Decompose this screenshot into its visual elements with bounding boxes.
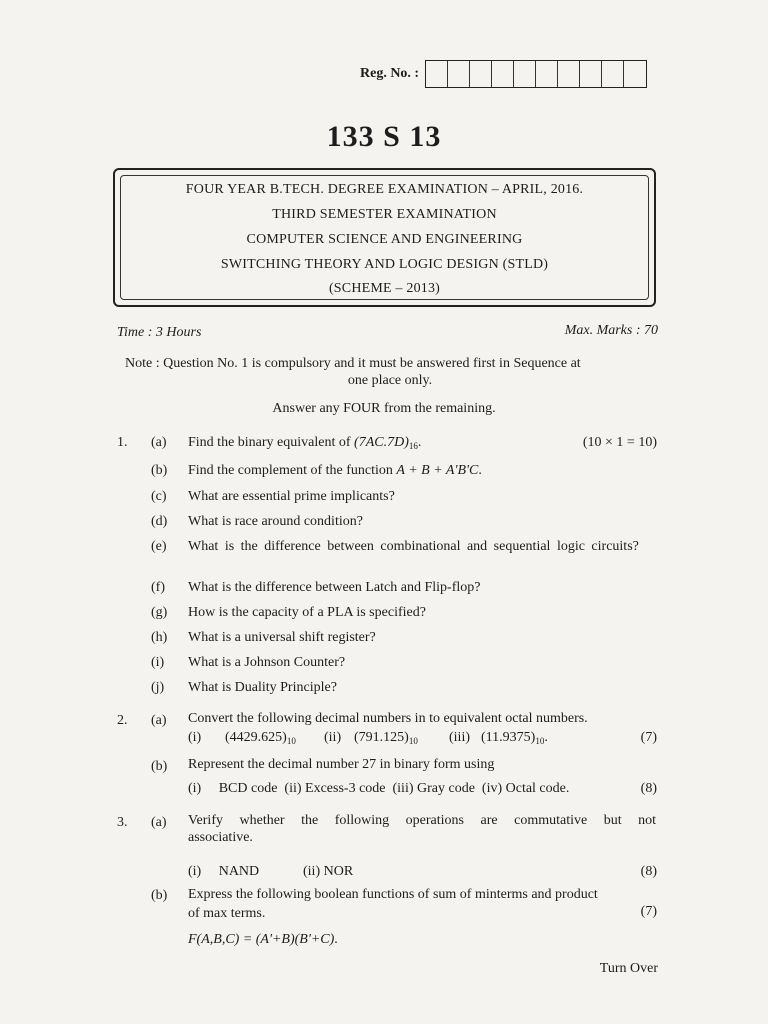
q1b-text: Find the complement of the function xyxy=(188,463,397,478)
part-label: (i) xyxy=(151,655,165,670)
part-label: (h) xyxy=(151,630,168,645)
reg-number-field xyxy=(360,60,647,88)
branch-line: COMPUTER SCIENCE AND ENGINEERING xyxy=(246,232,523,247)
value: (791.125) xyxy=(354,730,409,745)
question-marks: (8) xyxy=(640,781,657,796)
question-text xyxy=(188,434,421,455)
boolean-function: A + B + A'B'C xyxy=(396,463,479,478)
question-marks: (7) xyxy=(640,730,657,745)
part-label: (a) xyxy=(151,713,167,728)
exam-header-box xyxy=(113,168,656,307)
note-line-2: one place only. xyxy=(347,373,433,388)
decimal-number xyxy=(481,729,548,750)
answer-instruction: Answer any FOUR from the remaining. xyxy=(272,401,496,416)
decimal-number xyxy=(225,729,296,750)
question-text-line-1: Express the following boolean functions of sum of minterms and product xyxy=(188,887,598,902)
question-text: What is a universal shift register? xyxy=(188,630,376,645)
question-text: What is a Johnson Counter? xyxy=(188,655,346,670)
exam-title: FOUR YEAR B.TECH. DEGREE EXAMINATION – APRIL, 2016. xyxy=(185,182,584,197)
question-text: What is the difference between Latch and Flip-flop? xyxy=(188,580,481,595)
formula-text: F(A,B,C) = (A'+B)(B'+C) xyxy=(188,932,335,947)
base-subscript: 10 xyxy=(408,736,418,746)
question-text-line-2: of max terms. xyxy=(188,906,266,921)
note-line-1: Note : Question No. 1 is compulsory and it must be answered first in Sequence at xyxy=(125,356,581,371)
part-label: (d) xyxy=(151,514,168,529)
reg-number-label: Reg. No. : xyxy=(360,66,420,81)
question-text: What is the difference between combinational and sequential logic circuits? xyxy=(188,539,639,554)
reg-box xyxy=(470,61,492,87)
hex-number: (7AC.7D) xyxy=(354,435,409,450)
scheme-line: (SCHEME – 2013) xyxy=(328,281,441,296)
code-options: (i) BCD code (ii) Excess-3 code (iii) Gray code (iv) Octal code. xyxy=(188,781,570,796)
part-label: (b) xyxy=(151,888,168,903)
question-text: What is Duality Principle? xyxy=(188,680,337,695)
value: (11.9375) xyxy=(481,730,536,745)
question-number: 3. xyxy=(117,815,128,830)
question-text: What are essential prime implicants? xyxy=(188,489,395,504)
turn-over-label: Turn Over xyxy=(599,961,658,976)
decimal-number xyxy=(354,729,418,750)
part-label: (e) xyxy=(151,539,167,554)
base-subscript: 10 xyxy=(286,736,296,746)
part-label: (a) xyxy=(151,815,167,830)
semester-line: THIRD SEMESTER EXAMINATION xyxy=(272,207,497,222)
period: . xyxy=(544,730,548,745)
part-label: (g) xyxy=(151,605,168,620)
base-subscript: 16 xyxy=(408,441,418,451)
reg-box xyxy=(514,61,536,87)
part-label: (b) xyxy=(151,759,168,774)
period: . xyxy=(417,435,422,450)
reg-box xyxy=(448,61,470,87)
operation-nand: (i) NAND xyxy=(188,864,260,879)
base-subscript: 10 xyxy=(535,736,545,746)
subject-line: SWITCHING THEORY AND LOGIC DESIGN (STLD) xyxy=(220,257,549,272)
part-label: (f) xyxy=(151,580,165,595)
boolean-formula xyxy=(188,931,338,948)
question-text: Verify whether the following operations are commutative but not associative. xyxy=(188,813,656,845)
max-marks: Max. Marks : 70 xyxy=(564,323,658,338)
part-label: (a) xyxy=(151,435,167,450)
question-text: What is race around condition? xyxy=(188,514,363,529)
part-label: (c) xyxy=(151,489,167,504)
reg-box xyxy=(580,61,602,87)
reg-box xyxy=(536,61,558,87)
subpart-i: (i) xyxy=(188,730,202,745)
reg-box xyxy=(426,61,448,87)
reg-box xyxy=(492,61,514,87)
reg-number-boxes xyxy=(425,60,647,88)
question-marks: (8) xyxy=(640,864,657,879)
note xyxy=(125,355,655,389)
part-label: (j) xyxy=(151,680,165,695)
subpart-iii: (iii) xyxy=(449,730,470,745)
time-allowed: Time : 3 Hours xyxy=(117,325,202,340)
paper-code: 133 S 13 xyxy=(326,120,442,153)
question-text xyxy=(188,462,482,479)
reg-box xyxy=(624,61,646,87)
period: . xyxy=(334,932,338,947)
question-marks: (7) xyxy=(640,904,657,919)
part-label: (b) xyxy=(151,463,168,478)
question-text: How is the capacity of a PLA is specified? xyxy=(188,605,426,620)
question-text: Convert the following decimal numbers in to equivalent octal numbers. xyxy=(188,711,588,726)
period: . xyxy=(478,463,482,478)
subpart-ii: (ii) xyxy=(324,730,342,745)
q1a-text: Find the binary equivalent of xyxy=(188,435,355,450)
question-number: 1. xyxy=(117,435,128,450)
question-marks: (10 × 1 = 10) xyxy=(582,435,657,450)
operation-nor: (ii) NOR xyxy=(303,864,354,879)
question-number: 2. xyxy=(117,713,128,728)
value: (4429.625) xyxy=(225,730,287,745)
reg-box xyxy=(558,61,580,87)
question-text: Represent the decimal number 27 in binary form using xyxy=(188,757,495,772)
reg-box xyxy=(602,61,624,87)
